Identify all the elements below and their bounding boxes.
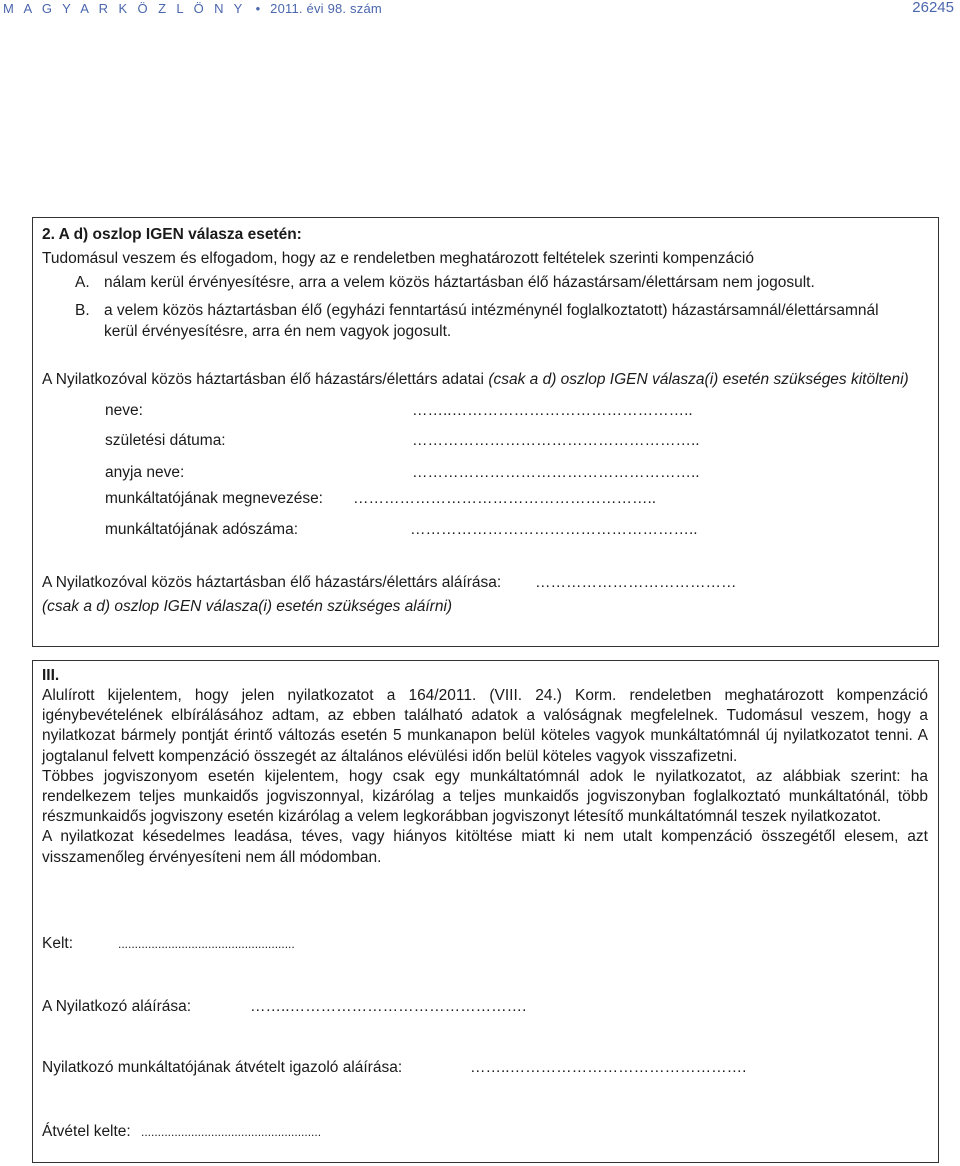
field-label-employer-name: munkáltatójának megnevezése: [105, 490, 323, 507]
field-dots-birth-date[interactable]: ……………………………………………….. [412, 432, 700, 449]
page-header [0, 0, 960, 18]
header-bullet: • [255, 1, 261, 16]
issue-label: 2011. évi 98. szám [270, 1, 382, 16]
spouse-signature-label: A Nyilatkozóval közös háztartásban élő házastárs/élettárs aláírása: [42, 574, 502, 591]
option-a-letter: A. [75, 274, 90, 291]
field-label-mother-name: anyja neve: [105, 464, 185, 481]
spouse-data-heading [42, 370, 909, 390]
spouse-signature-dots[interactable]: ………………………………… [535, 574, 737, 591]
declaration-paragraph-2: Többes jogviszonyom esetén kijelentem, hogy csak egy munkáltatómnál adok le nyilatkozatot, az alábbiak szerint: ha rendelkezem teljes munkaidős jogviszonnyal, kizárólag a teljes munkaidős jogviszonyban foglalkoztató munkáltatónál, több részmunkaidős jogviszony esetén kizárólag a velem legkorábban jogviszonyt létesítő munkáltatómnál teszek nyilatkozatot. [42, 767, 928, 826]
field-label-employer-tax-id: munkáltatójának adószáma: [105, 521, 299, 538]
field-label-name: neve: [105, 402, 143, 419]
field-dots-employer-name[interactable]: ………………………………………………….. [353, 490, 657, 507]
page-number: 26245 [912, 0, 954, 16]
declaration-paragraph-1: Alulírott kijelentem, hogy jelen nyilatkozatot a 164/2011. (VIII. 24.) Korm. rendeletben meghatározott kompenzáció igénybevételének elbírálásához adtam, az ebben található adatok a valóságnak megfelelnek. Tudomásul veszem, hogy a nyilatkozat bármely pontját érintő változás esetén 5 munkanapon belül köteles vagyok munkáltatómnál új nyilatkozatot tenni. A jogtalanul felvett kompenzáció összegét az általános elévülési időn belül köteles vagyok visszafizetni. [42, 687, 928, 765]
option-a-text: nálam kerül érvényesítésre, arra a velem közös háztartásban élő házastársam/élettársam nem jogosult. [104, 274, 815, 291]
employer-signature-dots[interactable]: ……..………………………………………. [470, 1059, 747, 1076]
publication-name: M A G Y A R K Ö Z L Ö N Y [3, 1, 246, 16]
kelt-label: Kelt: [42, 935, 74, 952]
option-b-text-line2: kerül érvényesítésre, arra én nem vagyok jogosult. [104, 323, 452, 340]
employer-signature-label: Nyilatkozó munkáltatójának átvételt igazoló aláírása: [42, 1059, 403, 1076]
spouse-data-note: (csak a d) oszlop IGEN válasza(i) esetén szükséges kitölteni) [488, 371, 909, 388]
section-3-body [42, 686, 928, 868]
spouse-signature-note: (csak a d) oszlop IGEN válasza(i) esetén szükséges aláírni) [42, 598, 453, 615]
declarant-signature-label: A Nyilatkozó aláírása: [42, 998, 192, 1015]
section-2-title: 2. A d) oszlop IGEN válasza esetén: [42, 226, 302, 243]
option-b-letter: B. [75, 302, 90, 319]
option-b-text-line1: a velem közös háztartásban élő (egyházi fenntartású intézménynél foglalkoztatott) házastársamnál/élettársamnál [104, 302, 879, 319]
field-dots-name[interactable]: ……..……………………………………….. [412, 402, 693, 419]
publication-header [3, 1, 382, 16]
declarant-signature-dots[interactable]: ……..………………………………………. [250, 998, 527, 1015]
receipt-date-dots[interactable]: ...................................................... [141, 1125, 322, 1139]
field-label-birth-date: születési dátuma: [105, 432, 226, 449]
kelt-dots[interactable]: ..................................................... [118, 937, 295, 951]
declaration-paragraph-3: A nyilatkozat késedelmes leadása, téves, vagy hiányos kitöltése miatt ki nem utalt kompenzáció összegétől elesem, azt visszamenőleg érvényesíteni nem áll módomban. [42, 828, 928, 866]
field-dots-employer-tax-id[interactable]: ……………………………………………….. [410, 521, 698, 538]
receipt-date-label: Átvétel kelte: [42, 1123, 131, 1140]
section-3-title: III. [42, 667, 60, 684]
section-2-intro: Tudomásul veszem és elfogadom, hogy az e rendeletben meghatározott feltételek szerinti kompenzáció [42, 250, 754, 267]
field-dots-mother-name[interactable]: ……………………………………………….. [412, 464, 700, 481]
spouse-data-intro: A Nyilatkozóval közös háztartásban élő házastárs/élettárs adatai [42, 371, 484, 388]
